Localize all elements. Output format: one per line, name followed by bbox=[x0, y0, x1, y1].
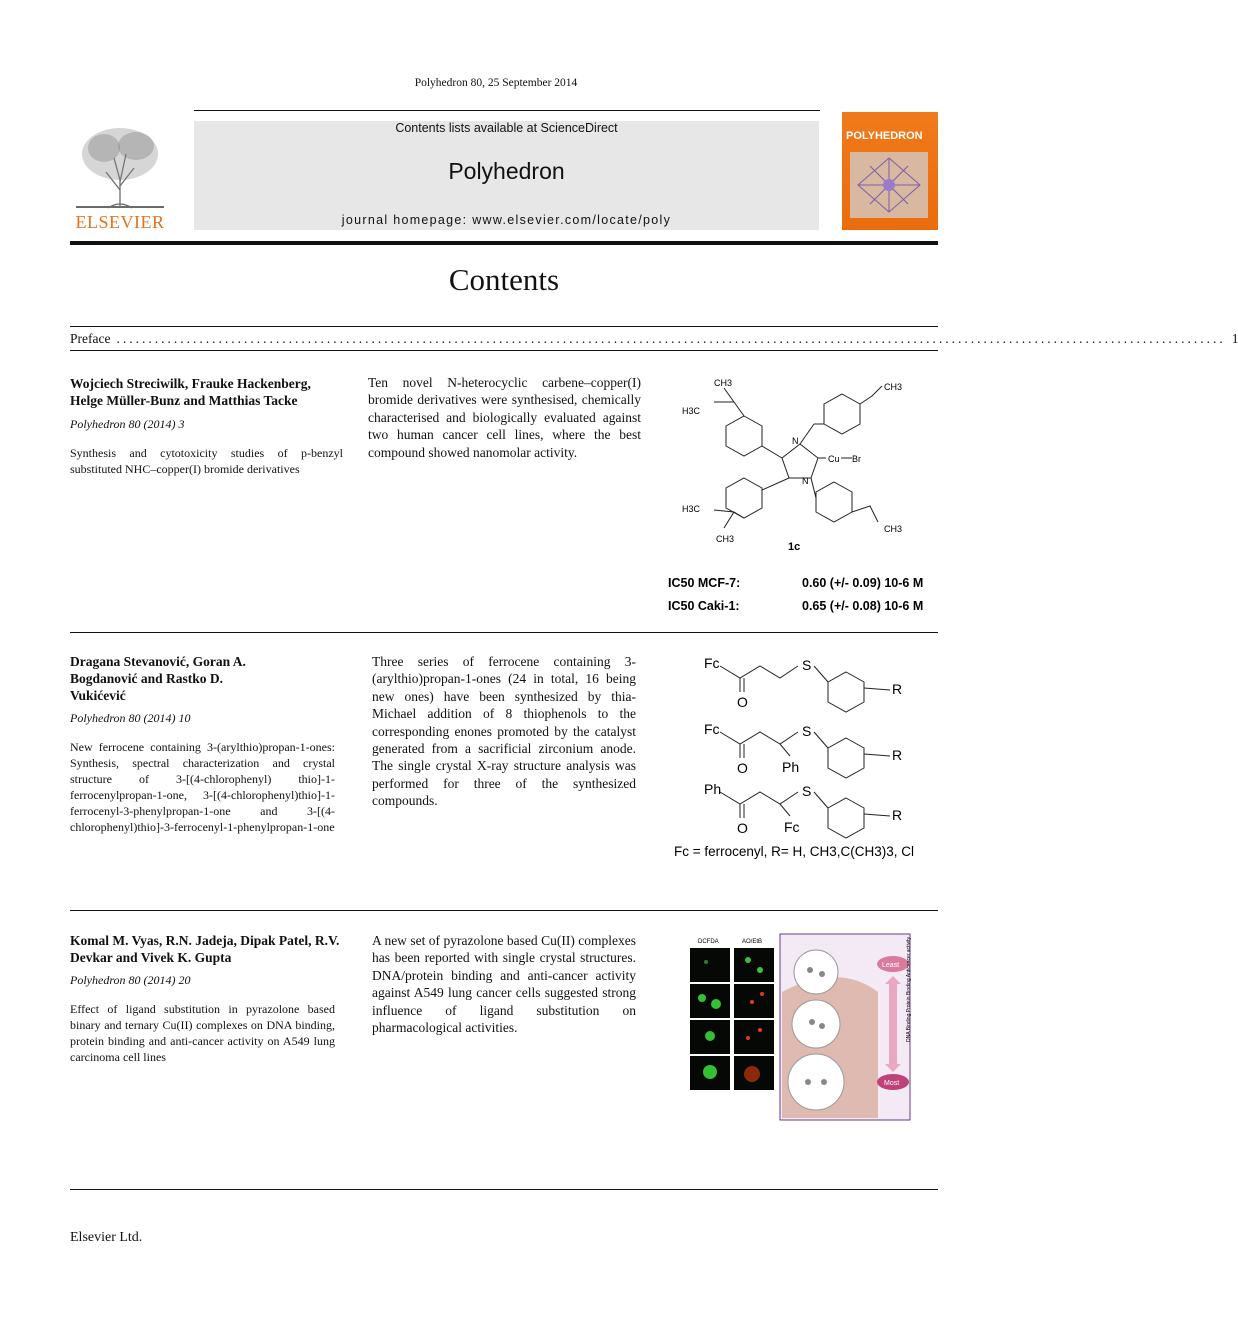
ch3-label-4: CH3 bbox=[884, 524, 903, 534]
header-thick-rule bbox=[70, 241, 938, 245]
s-label-1: S bbox=[802, 657, 812, 673]
n-label-2: N bbox=[802, 476, 809, 486]
leader-dots: .............................................................................................................................................................................. bbox=[116, 331, 1226, 346]
elsevier-wordmark: ELSEVIER bbox=[75, 212, 165, 232]
journal-title: Polyhedron bbox=[448, 158, 565, 184]
ch3-label-2: CH3 bbox=[884, 382, 903, 392]
bottom-rule bbox=[70, 1189, 938, 1190]
entry-2-authors: Dragana Stevanović, Goran A. Bogdanović and Rastko D. Vukićević bbox=[70, 654, 246, 703]
entry-1-structure-figure bbox=[664, 372, 944, 618]
fc-label-1: Fc bbox=[704, 655, 720, 671]
entry-1-title[interactable]: Synthesis and cytotoxicity studies of p-benzyl substituted NHC–copper(I) bromide derivatives bbox=[70, 446, 343, 476]
ic50-value-1: 0.60 (+/- 0.09) 10-6 M bbox=[802, 576, 924, 590]
entry-2-abstract: Three series of ferrocene containing 3-(arylthio)propan-1-ones (24 in total, 16 being new ones) have been synthesized by thia-Michael addition of 8 thiophenols to the corresponding enones promoted by the catalyst generated from a sacrificial zirconium anode. The single crystal X-ray structure analysis was performed for three of the synthesized compounds. bbox=[372, 654, 636, 809]
aoetb-label: AO/EtB bbox=[742, 939, 763, 945]
entry-3-authors: Komal M. Vyas, R.N. Jadeja, Dipak Patel, R.V. Devkar and Vivek K. Gupta bbox=[70, 933, 340, 965]
h3c-label-1: H3C bbox=[682, 406, 701, 416]
s-label-3: S bbox=[802, 783, 812, 799]
side-label: DNA Binding Protein Binding Anticancer activity bbox=[906, 936, 912, 1042]
entry-1-authors: Wojciech Streciwilk, Frauke Hackenberg, Helge Müller-Bunz and Matthias Tacke bbox=[70, 376, 311, 408]
o-label-1: O bbox=[737, 694, 748, 710]
entry-divider-1 bbox=[70, 632, 938, 633]
compound-label: 1c bbox=[788, 541, 801, 553]
upper-phenyl-ring bbox=[726, 416, 762, 456]
n-label-1: N bbox=[792, 436, 799, 446]
preface-entry[interactable] bbox=[70, 331, 1238, 347]
r-label-1: R bbox=[892, 681, 903, 697]
dcfda-label: DCFDA bbox=[698, 939, 719, 945]
ph-label-1: Ph bbox=[782, 759, 800, 775]
o-label-2: O bbox=[737, 760, 748, 776]
footer-publisher: Elsevier Ltd. bbox=[70, 1230, 143, 1245]
entry-1-citation[interactable]: Polyhedron 80 (2014) 3 bbox=[70, 417, 185, 431]
least-label: Least bbox=[882, 962, 900, 969]
cover-title: POLYHEDRON bbox=[846, 130, 923, 142]
entry-3-graphical-abstract bbox=[688, 932, 920, 1122]
preface-label: Preface bbox=[70, 331, 111, 346]
header-rule bbox=[194, 110, 820, 111]
o-label-3: O bbox=[737, 820, 748, 836]
ic50-value-2: 0.65 (+/- 0.08) 10-6 M bbox=[802, 599, 924, 613]
most-label: Most bbox=[884, 1080, 900, 1087]
journal-homepage-link[interactable]: journal homepage: www.elsevier.com/locate/poly bbox=[341, 213, 672, 227]
sciencedirect-note: Contents lists available at ScienceDirect bbox=[395, 121, 618, 135]
ph-label-2: Ph bbox=[704, 781, 722, 797]
ic50-label-1: IC50 MCF-7: bbox=[668, 576, 741, 590]
entry-2-title[interactable]: New ferrocene containing 3-(arylthio)propan-1-ones: Synthesis, spectral characterization and crystal structure of 3-[(4-chlorophenyl) thio]-1-ferrocenylpropan-1-one, 3-[(4-chlorophenyl)thio]-1-ferrocenyl-3-phenylpropan-1-one and 3-[(4-chlorophenyl)thio]-3-ferrocenyl-1-phenylpropan-1-one bbox=[70, 740, 335, 834]
entry-3-abstract: A new set of pyrazolone based Cu(II) complexes has been reported with single crystal structures. DNA/protein binding and anti-cancer activity against A549 lung cancer cells suggested strong influence of ligand substitution on pharmacological activities. bbox=[372, 933, 636, 1036]
figure-caption: Fc = ferrocenyl, R= H, CH3,C(CH3)3, Cl bbox=[674, 844, 915, 859]
h3c-label-2: H3C bbox=[682, 504, 701, 514]
cu-label: Cu bbox=[828, 454, 840, 464]
preface-bottom-rule bbox=[70, 350, 938, 351]
s-label-2: S bbox=[802, 723, 812, 739]
r-label-2: R bbox=[892, 747, 903, 763]
preface-page-number: 1 bbox=[1231, 331, 1238, 346]
fc-label-3: Fc bbox=[784, 819, 800, 835]
r-label-3: R bbox=[892, 807, 903, 823]
page-title: Contents bbox=[448, 262, 560, 297]
entry-divider-2 bbox=[70, 910, 938, 911]
imidazole-ring bbox=[782, 444, 818, 478]
entry-3-title[interactable]: Effect of ligand substitution in pyrazolone based binary and ternary Cu(II) complexes on DNA binding, protein binding and anti-cancer activity on A549 lung carcinoma cell lines bbox=[70, 1002, 335, 1064]
journal-issue-citation: Polyhedron 80, 25 September 2014 bbox=[414, 77, 578, 89]
journal-cover-image bbox=[842, 112, 938, 230]
entry-3-citation[interactable]: Polyhedron 80 (2014) 20 bbox=[70, 973, 191, 987]
ic50-label-2: IC50 Caki-1: bbox=[668, 599, 740, 613]
cover-crystal-picture bbox=[850, 152, 928, 218]
entry-1-abstract: Ten novel N-heterocyclic carbene–copper(I) bromide derivatives were synthesised, chemically characterised and biologically evaluated against two human cancer cell lines, where the best compound showed nanomolar activity. bbox=[368, 375, 641, 460]
microscopy-panels bbox=[690, 948, 774, 1090]
br-label: Br bbox=[852, 454, 861, 464]
ch3-label-1: CH3 bbox=[714, 378, 733, 388]
preface-top-rule bbox=[70, 326, 938, 327]
ch3-label-3: CH3 bbox=[716, 534, 735, 544]
fc-label-2: Fc bbox=[704, 721, 720, 737]
entry-2-citation[interactable]: Polyhedron 80 (2014) 10 bbox=[70, 711, 191, 725]
entry-2-structure-figure bbox=[666, 652, 942, 862]
